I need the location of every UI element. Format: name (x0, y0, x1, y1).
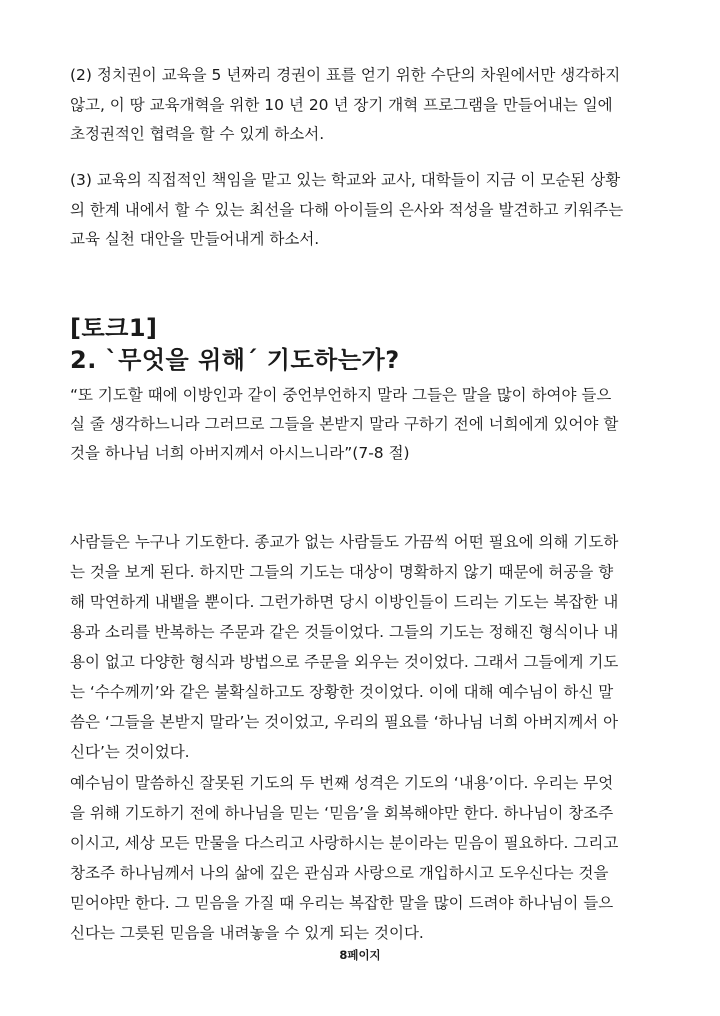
section-tag: [토크1] (70, 314, 158, 342)
text-line: 의 한계 내에서 할 수 있는 최선을 다해 아이들의 은사와 적성을 발견하고 키워주는 (70, 200, 624, 219)
text-line: 을 위해 기도하기 전에 하나님을 믿는 ‘믿음’을 회복해야만 한다. 하나님이 창조주 (70, 804, 614, 822)
body-paragraph-1 (70, 527, 660, 767)
text-line: 용과 소리를 반복하는 주문과 같은 것들이었다. 그들의 기도는 정해진 형식이나 내 (70, 623, 619, 641)
text-line: 신다는 그릇된 믿음을 내려놓을 수 있게 되는 것이다. (70, 924, 424, 942)
text-line: 예수님이 말씀하신 잘못된 기도의 두 번째 성격은 기도의 ‘내용’이다. 우리는 무엇 (70, 774, 614, 792)
text-line: 실 줄 생각하느니라 그러므로 그들을 본받지 말라 구하기 전에 너희에게 있어야 할 (70, 415, 619, 433)
text-line: (3) 교육의 직접적인 책임을 맡고 있는 학교와 교사, 대학들이 지금 이 모순된 상황 (70, 171, 621, 189)
text-line: 는 것을 보게 된다. 하지만 그들의 기도는 대상이 명확하지 않기 때문에 허공을 향 (70, 563, 614, 581)
text-line: 사람들은 누구나 기도한다. 종교가 없는 사람들도 가끔씩 어떤 필요에 의해 기도하 (70, 533, 619, 551)
text-line: 믿어야만 한다. 그 믿음을 가질 때 우리는 복잡한 말을 많이 드려야 하나님이 들으 (70, 894, 614, 912)
text-line: 창조주 하나님께서 나의 삶에 깊은 관심과 사랑으로 개입하시고 도우신다는 것을 (70, 864, 609, 882)
page-number: 8페이지 (339, 948, 381, 962)
scripture-quote (70, 381, 660, 468)
text-line: 이시고, 세상 모든 만물을 다스리고 사랑하시는 분이라는 믿음이 필요하다. 그리고 (70, 834, 619, 852)
text-line: (2) 정치권이 교육을 5 년짜리 경권이 표를 얻기 위한 수단의 차원에서만 생각하지 (70, 66, 621, 84)
text-line: 해 막연하게 내뱉을 뿐이다. 그런가하면 당시 이방인들이 드리는 기도는 복잡한 내 (70, 593, 619, 611)
text-line: 용이 없고 다양한 형식과 방법으로 주문을 외우는 것이었다. 그래서 그들에게 기도 (70, 653, 619, 671)
text-line: 않고, 이 땅 교육개혁을 위한 10 년 20 년 장기 개혁 프로그램을 만들어내는 일에 (70, 95, 613, 114)
prayer-item-3 (70, 166, 660, 255)
text-line: 씀은 ‘그들을 본받지 말라’는 것이었고, 우리의 필요를 ‘하나님 너희 아버지께서 아 (70, 713, 619, 731)
text-line: 것을 하나님 너희 아버지께서 아시느니라”(7-8 절) (70, 444, 410, 462)
text-line: 초정권적인 협력을 할 수 있게 하소서. (70, 125, 325, 143)
prayer-item-2 (70, 61, 660, 150)
body-paragraph-2 (70, 768, 660, 948)
text-line: 신다’는 것이었다. (70, 743, 190, 761)
text-line: 교육 실천 대안을 만들어내게 하소서. (70, 230, 320, 248)
text-line: 는 ‘수수께끼’와 같은 불확실하고도 장황한 것이었다. 이에 대해 예수님이 하신 말 (70, 683, 614, 701)
text-line: “또 기도할 때에 이방인과 같이 중언부언하지 말라 그들은 말을 많이 하여야 들으 (70, 386, 612, 404)
section-title: 2. `무엇을 위해´ 기도하는가? (70, 346, 400, 374)
